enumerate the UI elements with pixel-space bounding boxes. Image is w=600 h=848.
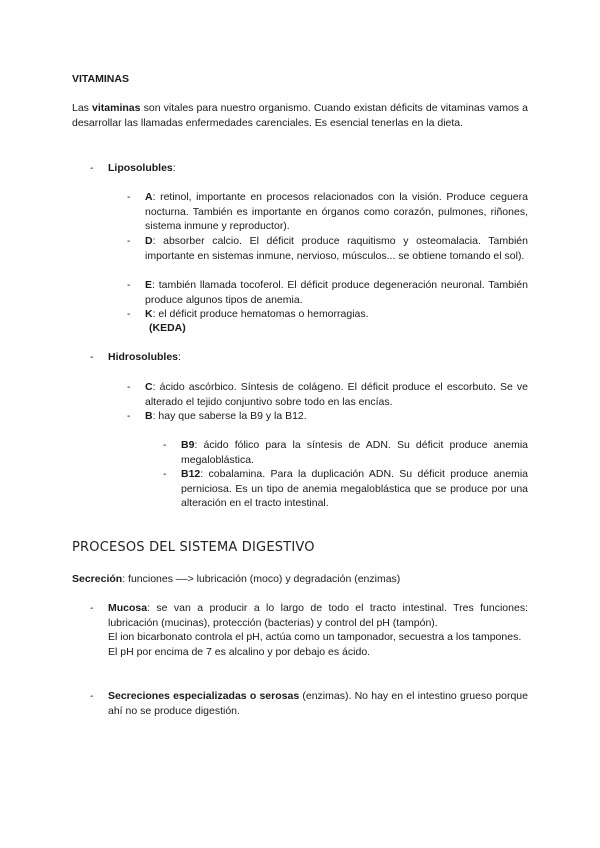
intro-paragraph: Las vitaminas son vitales para nuestro organismo. Cuando existan déficits de vitaminas vamos a desarrollar las llamadas enfermedades carenciales. Es esencial tenerlas en la dieta. (72, 102, 528, 129)
vitamin-k-item: - K: el déficit produce hematomas o hemorragias. (127, 308, 369, 320)
vitamin-d-item: - D: absorber calcio. El déficit produce raquitismo y osteomalacia. También importante en sistemas inmune, nervioso, músculos... se obtiene tomando el sol). (127, 235, 528, 262)
vitamin-b12-item: - B12: cobalamina. Para la duplicación ADN. Su déficit produce anemia perniciosa. Es un tipo de anemia megaloblástica que se produce por una alteración en el tracto intestinal. (163, 468, 528, 509)
bullet: - (90, 162, 94, 174)
serosas-item: - Secreciones especializadas o serosas (enzimas). No hay en el intestino grueso porque ahí no se produce digestión. (90, 690, 528, 717)
vitamin-b9-item: - B9: ácido fólico para la síntesis de ADN. Su déficit produce anemia megaloblástica. (163, 439, 528, 466)
vitamin-c-item: - C: ácido ascórbico. Síntesis de colágeno. El déficit produce el escorbuto. Se ve alterado el tejido conjuntivo sobre todo en las encías. (127, 381, 528, 408)
mucosa-item: - Mucosa: se van a producir a lo largo de todo el tracto intestinal. Tres funciones: lubricación (mucinas), protección (bacterias) y control del pH (tampón). El ion bicarbonato controla el pH, actúa como un tamponador, secuestra a los tampones. El pH por encima de 7 es alcalino y por debajo es ácido. (90, 602, 528, 658)
secrecion-line: Secreción: funciones ––> lubricación (moco) y degradación (enzimas) (72, 573, 401, 585)
section-title-vitaminas: VITAMINAS (72, 73, 129, 85)
vitamin-e-item: - E: también llamada tocoferol. El déficit produce degeneración neuronal. También produce algunos tipos de anemia. (127, 279, 528, 306)
section-title-digestivo: PROCESOS DEL SISTEMA DIGESTIVO (72, 540, 315, 555)
vitamin-b-item: - B: hay que saberse la B9 y la B12. (127, 410, 307, 422)
mucosa-ph: El pH por encima de 7 es alcalino y por debajo es ácido. (108, 645, 371, 658)
keda-mnemonic: (KEDA) (149, 322, 186, 334)
vitamin-a-item: - A: retinol, importante en procesos relacionados con la visión. Produce ceguera nocturna. También es importante en órganos como corazón, pulmones, riñones, sistema inmune y reproductor). (127, 191, 528, 232)
hidrosolubles-heading: - Hidrosolubles: (90, 351, 181, 363)
liposolubles-heading: - Liposolubles: (90, 162, 176, 174)
mucosa-bicarbonato: El ion bicarbonato controla el pH, actúa como un tamponador, secuestra a los tampones. (108, 631, 522, 643)
